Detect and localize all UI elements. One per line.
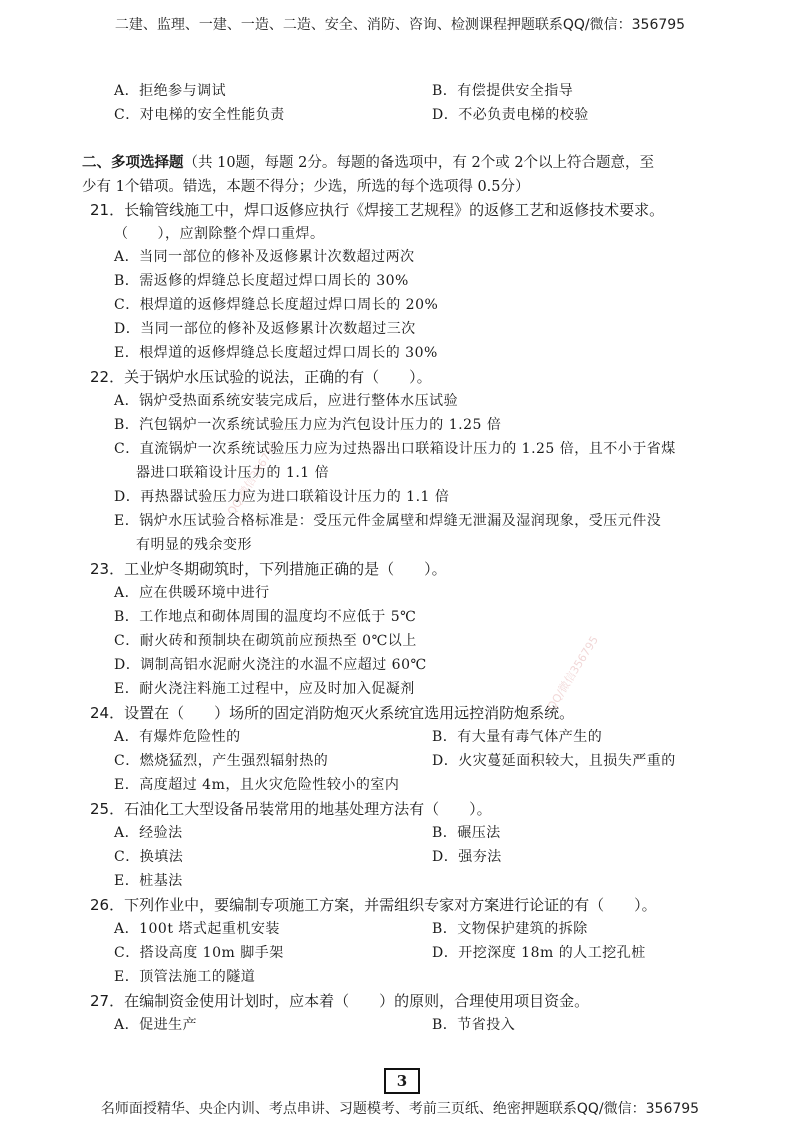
option-c: C．根焊道的返修焊缝总长度超过焊口周长的 20% [114,297,439,313]
question-stem: 27．在编制资金使用计划时，应本着（ ）的原则，合理使用项目资金。 [90,992,590,1010]
section-instructions: （共 10题，每题 2分。每题的备选项中，有 2个或 2个以上符合题意，至 [183,155,655,171]
page-number: 3 [384,1068,420,1094]
option-e: E．锅炉水压试验合格标准是：受压元件金属壁和焊缝无泄漏及湿润现象，受压元件没 [114,513,662,529]
option-b: B．有偿提供安全指导 [432,83,574,99]
option-e: E．耐火浇注料施工过程中，应及时加入促凝剂 [114,681,415,697]
option-d: D．当同一部位的修补及返修累计次数超过三次 [114,321,416,337]
question-stem: 21．长输管线施工中，焊口返修应执行《焊接工艺规程》的返修工艺和返修技术要求。 [90,201,665,219]
option-b: B．需返修的焊缝总长度超过焊口周长的 30% [114,273,409,289]
option-b: B．有大量有毒气体产生的 [432,729,603,745]
option-c: C．燃烧猛烈，产生强烈辐射热的 [114,753,329,769]
option-b: B．节省投入 [432,1017,516,1033]
option-d: D．不必负责电梯的校验 [432,107,589,123]
section-instructions-cont: 少有 1个错项。错选，本题不得分；少选，所选的每个选项得 0.5分） [82,179,530,195]
option-b: B．工作地点和砌体周围的温度均不应低于 5℃ [114,609,417,625]
option-c: C．直流锅炉一次系统试验压力应为过热器出口联箱设计压力的 1.25 倍，且不小于省煤 [114,441,676,457]
watermark: QQ/微信356795 [224,438,281,518]
option-a: A．经验法 [114,825,183,841]
option-d: D．再热器试验压力应为进口联箱设计压力的 1.1 倍 [114,489,450,505]
page-footer: 名师面授精华、央企内训、考点串讲、习题模考、考前三页纸、绝密押题联系QQ/微信：356795 [100,1101,700,1117]
option-c: C．对电梯的安全性能负责 [114,107,285,123]
option-a: A．有爆炸危险性的 [114,729,241,745]
option-a: A．拒绝参与调试 [114,83,227,99]
question-stem: 22．关于锅炉水压试验的说法，正确的有（ ）。 [90,368,432,386]
option-d: D．火灾蔓延面积较大，且损失严重的 [432,753,676,769]
option-a: A．促进生产 [114,1017,198,1033]
option-a: A．应在供暖环境中进行 [114,585,270,601]
option-b: B．文物保护建筑的拆除 [432,921,588,937]
option-e: E．根焊道的返修焊缝总长度超过焊口周长的 30% [114,345,438,361]
option-c: C．耐火砖和预制块在砌筑前应预热至 0℃以上 [114,633,417,649]
option-d: D．开挖深度 18m 的人工挖孔桩 [432,945,646,961]
option-e-cont: 有明显的残余变形 [136,537,252,553]
question-stem: 24．设置在（ ）场所的固定消防炮灭火系统宜选用远控消防炮系统。 [90,704,575,722]
option-e: E．高度超过 4m，且火灾危险性较小的室内 [114,777,400,793]
option-d: D．强夯法 [432,849,502,865]
option-a: A．锅炉受热面系统安装完成后，应进行整体水压试验 [114,393,459,409]
question-stem: 25．石油化工大型设备吊装常用的地基处理方法有（ ）。 [90,800,492,818]
section-title: 二、多项选择题 [82,155,184,171]
question-stem: 23．工业炉冬期砌筑时，下列措施正确的是（ ）。 [90,560,447,578]
option-c: C．搭设高度 10m 脚手架 [114,945,284,961]
option-e: E．顶管法施工的隧道 [114,969,256,985]
watermark: QQ/微信356795 [544,633,601,713]
option-a: A．当同一部位的修补及返修累计次数超过两次 [114,249,415,265]
question-stem-cont: （ ），应割除整个焊口重焊。 [114,226,325,242]
page-header: 二建、监理、一建、一造、二造、安全、消防、咨询、检测课程押题联系QQ/微信：356795 [114,17,686,33]
option-c: C．换填法 [114,849,184,865]
option-c-cont: 器进口联箱设计压力的 1.1 倍 [136,465,330,481]
option-b: B．汽包锅炉一次系统试验压力应为汽包设计压力的 1.25 倍 [114,417,502,433]
option-d: D．调制高铝水泥耐火浇注的水温不应超过 60℃ [114,657,427,673]
option-e: E．桩基法 [114,873,183,889]
question-stem: 26．下列作业中，要编制专项施工方案，并需组织专家对方案进行论证的有（ ）。 [90,896,657,914]
option-a: A．100t 塔式起重机安装 [114,921,280,937]
option-b: B．碾压法 [432,825,501,841]
